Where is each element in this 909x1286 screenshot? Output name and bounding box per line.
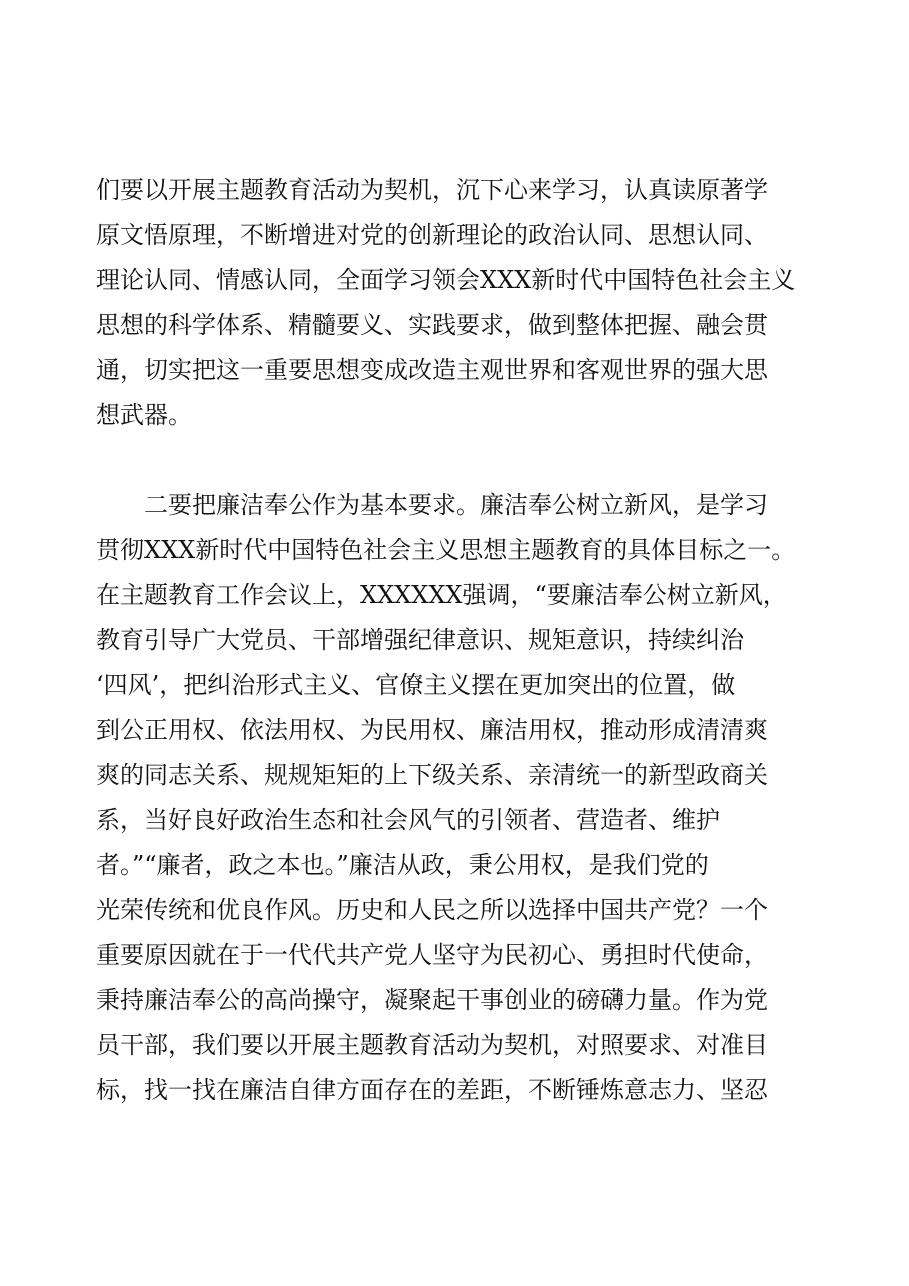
- paragraph-2-line-10: 光荣传统和优良作风。历史和人民之所以选择中国共产党？一个: [96, 896, 768, 924]
- paragraph-2-line-11: 重要原因就在于一代代共产党人坚守为民初心、勇担时代使命，: [96, 941, 768, 969]
- paragraph-2-line-1: 二要把廉洁奉公作为基本要求。廉洁奉公树立新风，是学习: [96, 491, 768, 519]
- paragraph-1-line-1: 们要以开展主题教育活动为契机，沉下心来学习，认真读原著学: [96, 176, 768, 204]
- paragraph-1: [96, 168, 816, 438]
- paragraph-2: [96, 483, 816, 1113]
- paragraph-2-line-2: 贯彻XXX新时代中国特色社会主义思想主题教育的具体目标之一。: [96, 536, 796, 564]
- paragraph-2-line-8: 系，当好良好政治生态和社会风气的引领者、营造者、维护: [96, 806, 720, 834]
- paragraph-1-line-4: 思想的科学体系、精髓要义、实践要求，做到整体把握、融会贯: [96, 311, 768, 339]
- paragraph-1-line-5: 通，切实把这一重要思想变成改造主观世界和客观世界的强大思: [96, 356, 768, 384]
- paragraph-2-line-6: 到公正用权、依法用权、为民用权、廉洁用权，推动形成清清爽: [96, 716, 768, 744]
- paragraph-2-line-3: 在主题教育工作会议上，XXXXXX强调，“要廉洁奉公树立新风，: [96, 581, 787, 609]
- paragraph-spacer: [96, 438, 816, 483]
- paragraph-2-line-4: 教育引导广大党员、干部增强纪律意识、规矩意识，持续纠治: [96, 626, 744, 654]
- paragraph-2-line-9: 者。”“廉者，政之本也。”廉洁从政，秉公用权，是我们党的: [96, 851, 709, 879]
- paragraph-2-line-14: 标，找一找在廉洁自律方面存在的差距，不断锤炼意志力、坚忍: [96, 1076, 768, 1104]
- paragraph-2-line-12: 秉持廉洁奉公的高尚操守，凝聚起干事创业的磅礴力量。作为党: [96, 986, 768, 1014]
- paragraph-2-line-7: 爽的同志关系、规规矩矩的上下级关系、亲清统一的新型政商关: [96, 761, 768, 789]
- paragraph-1-line-6: 想武器。: [96, 401, 192, 429]
- paragraph-1-line-2: 原文悟原理，不断增进对党的创新理论的政治认同、思想认同、: [96, 221, 768, 249]
- body-text: [96, 168, 816, 1113]
- paragraph-2-line-13: 员干部，我们要以开展主题教育活动为契机，对照要求、对准目: [96, 1031, 768, 1059]
- paragraph-1-line-3: 理论认同、情感认同，全面学习领会XXX新时代中国特色社会主义: [96, 266, 796, 294]
- paragraph-2-line-5: ‘四风’，把纠治形式主义、官僚主义摆在更加突出的位置，做: [96, 671, 736, 699]
